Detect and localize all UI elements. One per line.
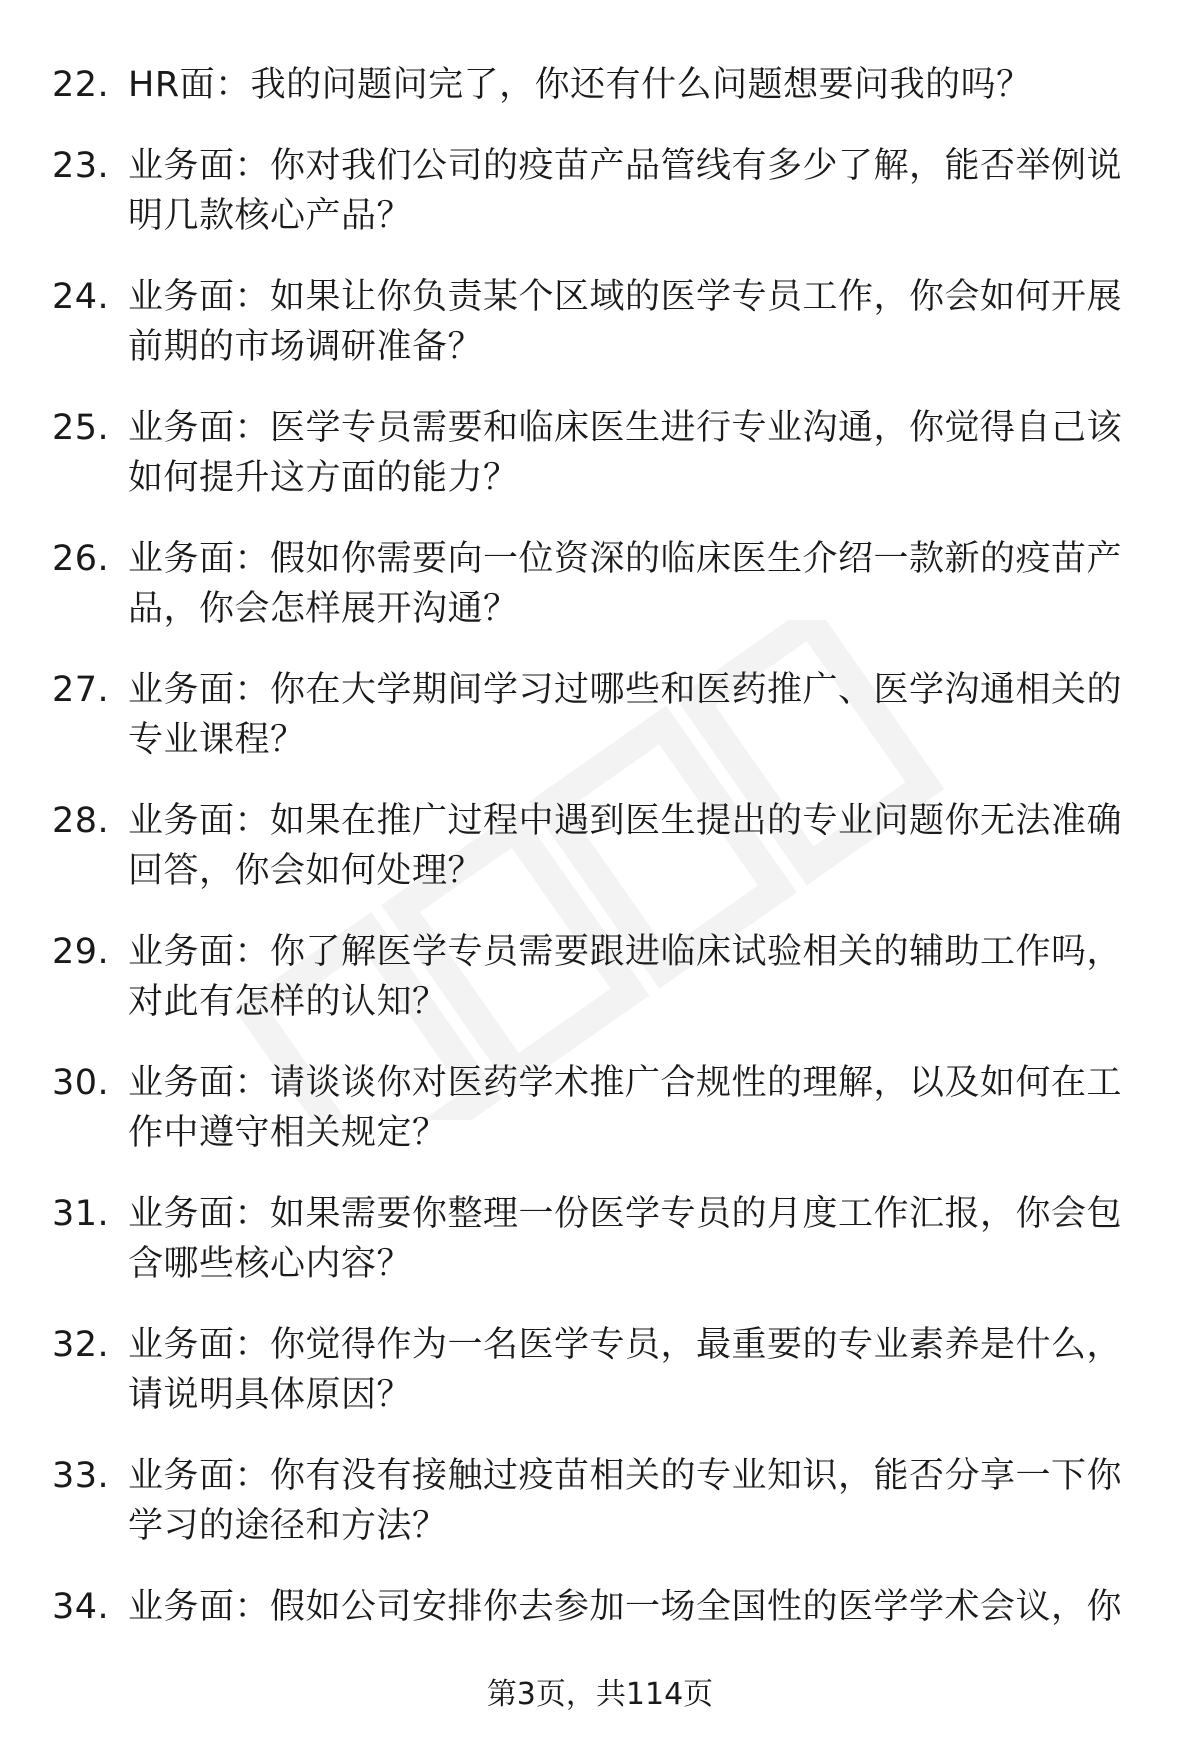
list-item bbox=[52, 403, 1152, 503]
list-item bbox=[52, 796, 1152, 896]
question-text: 业务面：请谈谈你对医药学术推广合规性的理解，以及如何在工作中遵守相关规定？ bbox=[128, 1063, 1123, 1153]
question-number: 33. bbox=[52, 1456, 110, 1496]
question-number: 24. bbox=[52, 277, 110, 317]
question-text: 业务面：你对我们公司的疫苗产品管线有多少了解，能否举例说明几款核心产品？ bbox=[128, 146, 1123, 236]
question-number: 22. bbox=[52, 65, 110, 105]
list-item bbox=[52, 60, 1152, 110]
question-text: 业务面：你有没有接触过疫苗相关的专业知识，能否分享一下你学习的途径和方法？ bbox=[128, 1456, 1123, 1546]
question-number: 31. bbox=[52, 1194, 110, 1234]
question-number: 30. bbox=[52, 1063, 110, 1103]
page-number-footer: 第3页，共114页 bbox=[486, 1677, 714, 1712]
list-item bbox=[52, 534, 1152, 634]
question-text: HR面：我的问题问完了，你还有什么问题想要问我的吗？ bbox=[128, 65, 1032, 105]
question-text: 业务面：你了解医学专员需要跟进临床试验相关的辅助工作吗，对此有怎样的认知？ bbox=[128, 932, 1123, 1022]
list-item bbox=[52, 1582, 1152, 1632]
list-item bbox=[52, 927, 1152, 1027]
question-number: 23. bbox=[52, 146, 110, 186]
question-text: 业务面：你在大学期间学习过哪些和医药推广、医学沟通相关的专业课程？ bbox=[128, 670, 1123, 760]
question-text: 业务面：如果在推广过程中遇到医生提出的专业问题你无法准确回答，你会如何处理？ bbox=[128, 801, 1123, 891]
question-number: 28. bbox=[52, 801, 110, 841]
question-number: 27. bbox=[52, 670, 110, 710]
question-number: 26. bbox=[52, 539, 110, 579]
question-number: 32. bbox=[52, 1325, 110, 1365]
question-text: 业务面：如果需要你整理一份医学专员的月度工作汇报，你会包含哪些核心内容？ bbox=[128, 1194, 1123, 1284]
question-number: 34. bbox=[52, 1587, 110, 1627]
question-text: 业务面：如果让你负责某个区域的医学专员工作，你会如何开展前期的市场调研准备？ bbox=[128, 277, 1123, 367]
list-item bbox=[52, 1451, 1152, 1551]
list-item bbox=[52, 272, 1152, 372]
question-text: 业务面：假如你需要向一位资深的临床医生介绍一款新的疫苗产品，你会怎样展开沟通？ bbox=[128, 539, 1123, 629]
question-number: 29. bbox=[52, 932, 110, 972]
question-list bbox=[52, 60, 1152, 1663]
question-text: 业务面：假如公司安排你去参加一场全国性的医学学术会议，你 bbox=[128, 1587, 1123, 1627]
question-text: 业务面：医学专员需要和临床医生进行专业沟通，你觉得自己该如何提升这方面的能力？ bbox=[128, 408, 1123, 498]
list-item bbox=[52, 1320, 1152, 1420]
list-item bbox=[52, 1189, 1152, 1289]
question-text: 业务面：你觉得作为一名医学专员，最重要的专业素养是什么，请说明具体原因？ bbox=[128, 1325, 1123, 1415]
list-item bbox=[52, 141, 1152, 241]
list-item bbox=[52, 1058, 1152, 1158]
list-item bbox=[52, 665, 1152, 765]
question-number: 25. bbox=[52, 408, 110, 448]
